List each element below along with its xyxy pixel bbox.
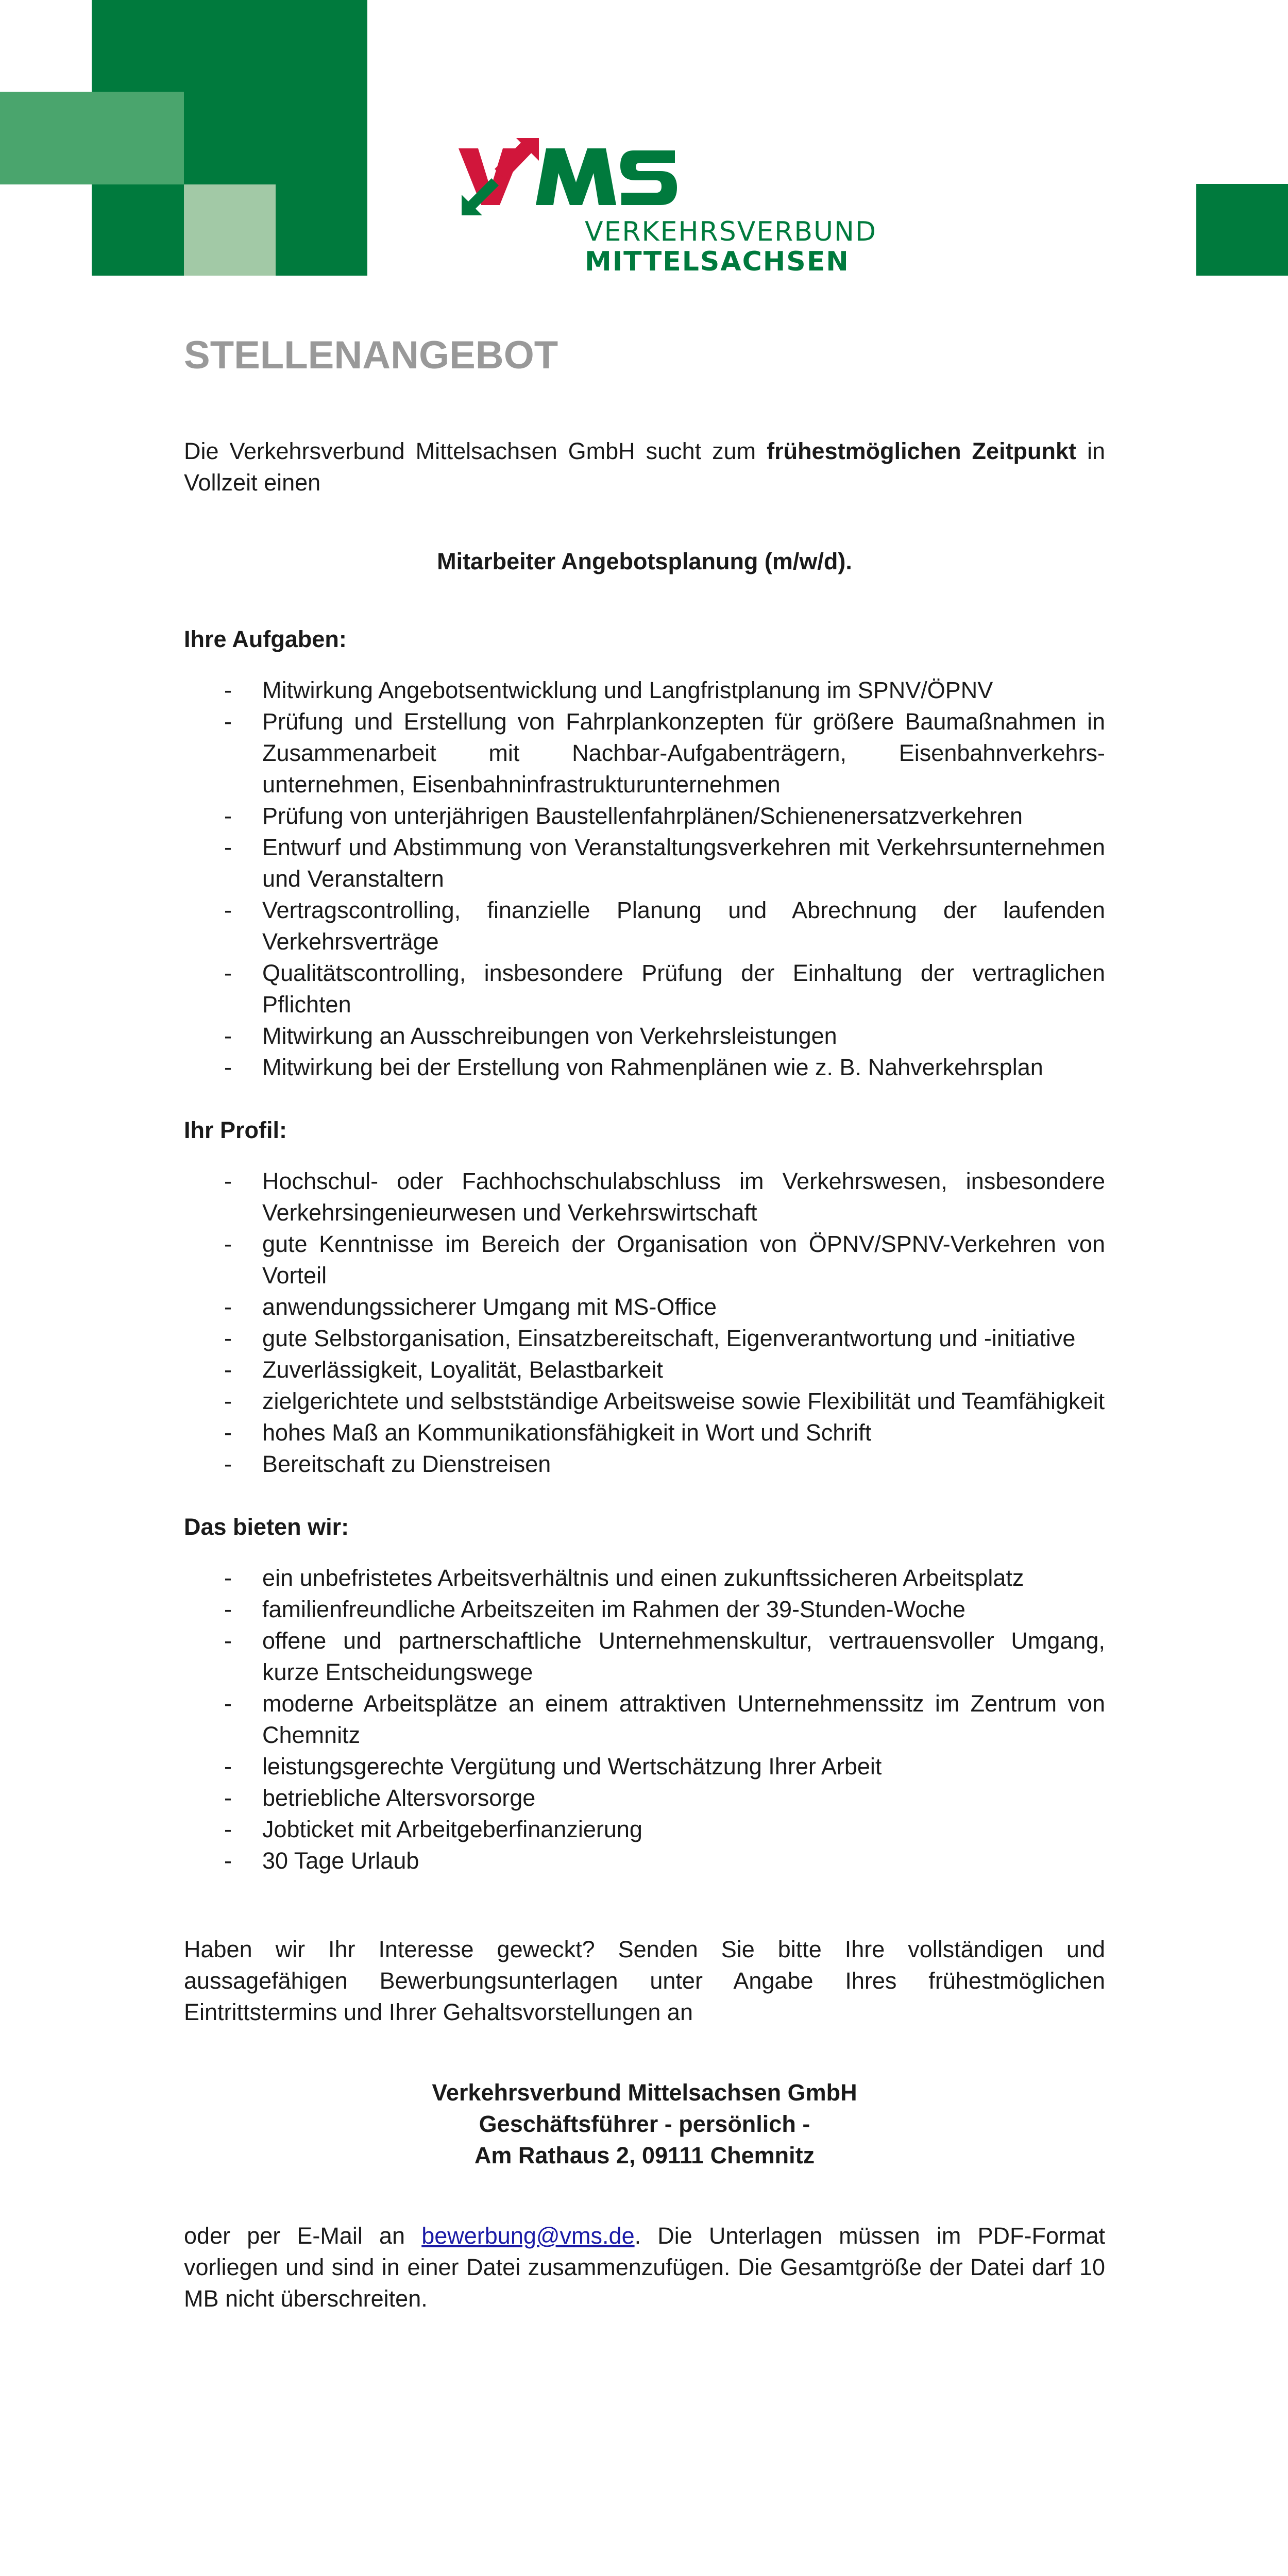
list-item: - gute Kenntnisse im Bereich der Organisation von ÖPNV/SPNV-Verkehren von Vorteil bbox=[184, 1228, 1105, 1291]
list-item: - moderne Arbeitsplätze an einem attraktiven Unternehmenssitz im Zentrum von Chemnitz bbox=[184, 1688, 1105, 1751]
list-item: - Bereitschaft zu Dienstreisen bbox=[184, 1448, 1105, 1480]
list-item: - zielgerichtete und selbstständige Arbeitsweise sowie Flexibilität und Teamfähigkeit bbox=[184, 1385, 1105, 1417]
list-item: - 30 Tage Urlaub bbox=[184, 1845, 1105, 1876]
list-item: - Qualitätscontrolling, insbesondere Prüfung der Einhaltung der vertraglichen Pflichten bbox=[184, 957, 1105, 1020]
list-item: - Mitwirkung bei der Erstellung von Rahmenplänen wie z. B. Nahverkehrsplan bbox=[184, 1052, 1105, 1083]
list-item: - betriebliche Altersvorsorge bbox=[184, 1782, 1105, 1814]
list-item: - ein unbefristetes Arbeitsverhältnis und einen zukunftssicheren Arbeitsplatz bbox=[184, 1562, 1105, 1594]
email-paragraph bbox=[184, 2220, 1105, 2314]
sections bbox=[184, 623, 1105, 1876]
list-item: - Prüfung und Erstellung von Fahrplankonzepten für größere Baumaßnahmen in Zusammenarbeit mit Nachbar-Aufgabenträgern, Eisenbahnverkehrs-unternehmen, Eisenbahninfrastrukturunternehmen bbox=[184, 706, 1105, 800]
vms-logo bbox=[459, 138, 877, 282]
bullet-list bbox=[184, 1562, 1105, 1876]
bullet-list bbox=[184, 674, 1105, 1083]
header-square-pale bbox=[184, 184, 276, 276]
email-link[interactable]: bewerbung@vms.de bbox=[421, 2223, 635, 2249]
header-square-right bbox=[1196, 184, 1288, 276]
list-item: - anwendungssicherer Umgang mit MS-Office bbox=[184, 1291, 1105, 1323]
logo-line-2: MITTELSACHSEN bbox=[585, 246, 850, 277]
job-title: Mitarbeiter Angebotsplanung (m/w/d). bbox=[437, 548, 852, 574]
address-line-1: Verkehrsverbund Mittelsachsen GmbH bbox=[432, 2079, 857, 2106]
header-square-light bbox=[0, 92, 184, 184]
logo-line-1: VERKEHRSVERBUND bbox=[585, 216, 877, 247]
intro-text: Die Verkehrsverbund Mittelsachsen GmbH sucht zum bbox=[184, 438, 767, 464]
email-text: oder per E-Mail an bbox=[184, 2223, 422, 2249]
section-title: Ihr Profil: bbox=[184, 1117, 287, 1143]
email-text-end: . Die Unterlagen müssen im PDF-Format vorliegen und sind in einer Datei zusammenzufügen. Die Gesamtgröße der Datei darf 10 MB nicht überschreiten. bbox=[184, 2223, 1105, 2312]
page-title: STELLENANGEBOT bbox=[184, 333, 558, 377]
list-item: - familienfreundliche Arbeitszeiten im Rahmen der 39-Stunden-Woche bbox=[184, 1594, 1105, 1625]
bullet-list bbox=[184, 1165, 1105, 1480]
list-item: - Mitwirkung an Ausschreibungen von Verkehrsleistungen bbox=[184, 1020, 1105, 1052]
section-title: Das bieten wir: bbox=[184, 1514, 349, 1540]
intro-paragraph bbox=[184, 435, 1105, 498]
address-line-3: Am Rathaus 2, 09111 Chemnitz bbox=[474, 2142, 815, 2168]
list-item: - hohes Maß an Kommunikationsfähigkeit in Wort und Schrift bbox=[184, 1417, 1105, 1448]
list-item: - Mitwirkung Angebotsentwicklung und Langfristplanung im SPNV/ÖPNV bbox=[184, 674, 1105, 706]
list-item: - Zuverlässigkeit, Loyalität, Belastbarkeit bbox=[184, 1354, 1105, 1385]
address-block bbox=[184, 2077, 1105, 2171]
closing-paragraph: Haben wir Ihr Interesse geweckt? Senden Sie bitte Ihre vollständigen und aussagefähigen Bewerbungsunterlagen unter Angabe Ihres frühestmöglichen Eintrittstermins und Ihrer Gehaltsvorstellungen an bbox=[184, 1936, 1105, 2025]
list-item: - Hochschul- oder Fachhochschulabschluss im Verkehrswesen, insbesondere Verkehrsingenieurwesen und Verkehrswirtschaft bbox=[184, 1165, 1105, 1228]
intro-text-end: in Vollzeit einen bbox=[184, 438, 1105, 496]
list-item: - Vertragscontrolling, finanzielle Planung und Abrechnung der laufenden Verkehrsverträge bbox=[184, 894, 1105, 957]
list-item: - Entwurf und Abstimmung von Veranstaltungsverkehren mit Verkehrsunternehmen und Veranstaltern bbox=[184, 832, 1105, 894]
list-item: - offene und partnerschaftliche Unternehmenskultur, vertrauensvoller Umgang, kurze Entscheidungswege bbox=[184, 1625, 1105, 1688]
list-item: - Prüfung von unterjährigen Baustellenfahrplänen/Schienenersatzverkehren bbox=[184, 800, 1105, 832]
list-item: - leistungsgerechte Vergütung und Wertschätzung Ihrer Arbeit bbox=[184, 1751, 1105, 1782]
list-item: - Jobticket mit Arbeitgeberfinanzierung bbox=[184, 1814, 1105, 1845]
vms-logo-mark bbox=[459, 138, 726, 215]
address-line-2: Geschäftsführer - persönlich - bbox=[479, 2111, 810, 2137]
intro-bold: frühestmöglichen Zeitpunkt bbox=[767, 438, 1077, 464]
list-item: - gute Selbstorganisation, Einsatzbereitschaft, Eigenverantwortung und -initiative bbox=[184, 1323, 1105, 1354]
document-body bbox=[184, 330, 1105, 2314]
section-title: Ihre Aufgaben: bbox=[184, 626, 347, 652]
